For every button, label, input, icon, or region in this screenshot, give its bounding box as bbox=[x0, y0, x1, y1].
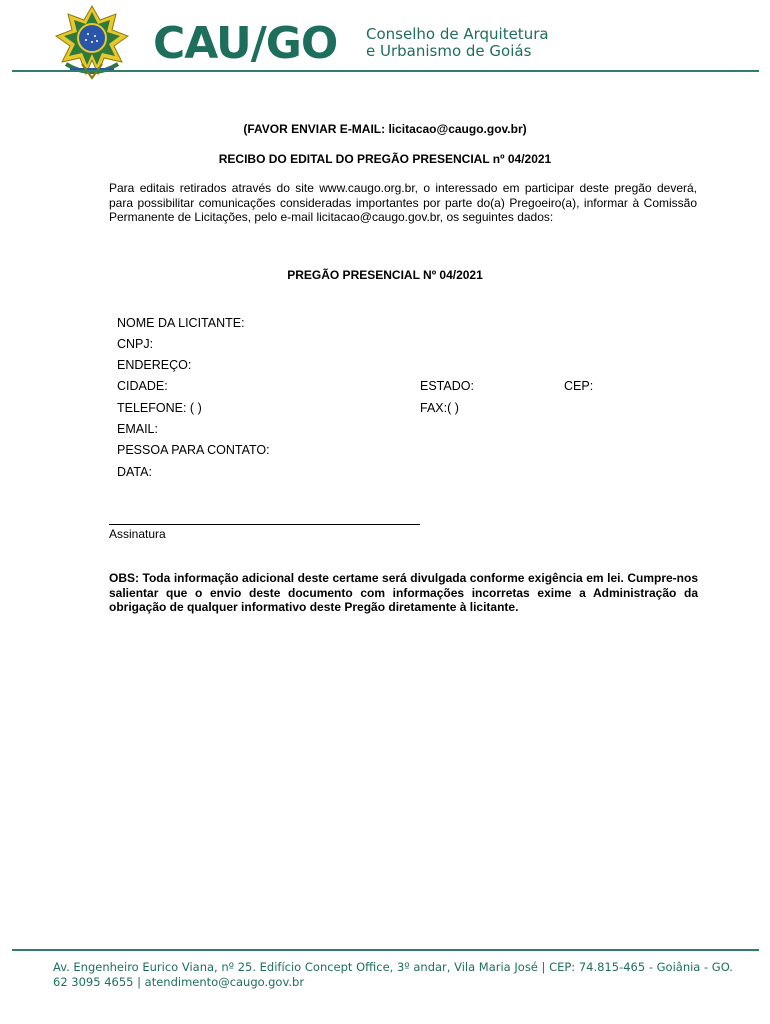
signature-line bbox=[109, 524, 420, 525]
header-divider bbox=[12, 70, 759, 72]
field-fax: FAX:( ) bbox=[420, 401, 459, 415]
field-nome-licitante: NOME DA LICITANTE: bbox=[117, 316, 245, 330]
field-data: DATA: bbox=[117, 465, 152, 479]
receipt-title: RECIBO DO EDITAL DO PREGÃO PRESENCIAL nº 04/2021 bbox=[218, 152, 552, 166]
field-telefone: TELEFONE: ( ) bbox=[117, 401, 202, 415]
brand-name: CAU/GO bbox=[153, 18, 338, 69]
brand-subtitle-line1: Conselho de Arquitetura bbox=[366, 25, 549, 43]
obs-note: OBS: Toda informação adicional deste certame será divulgada conforme exigência em lei. Cumpre-nos salientar que o envio deste documento com informações incorretas exime a Administração da obrigação de qualquer informativo deste Pregão diretamente à licitante. bbox=[109, 571, 698, 614]
brazil-coat-of-arms-icon bbox=[52, 4, 132, 80]
footer-contact: 62 3095 4655 | atendimento@caugo.gov.br bbox=[53, 975, 305, 989]
field-cnpj: CNPJ: bbox=[117, 337, 154, 351]
brand-subtitle bbox=[366, 26, 549, 60]
field-email: EMAIL: bbox=[117, 422, 158, 436]
field-endereco: ENDEREÇO: bbox=[117, 358, 192, 372]
section-title: PREGÃO PRESENCIAL Nº 04/2021 bbox=[287, 268, 483, 282]
footer-address: Av. Engenheiro Eurico Viana, nº 25. Edifício Concept Office, 3º andar, Vila Maria José | CEP: 74.815-465 - Goiânia - GO. bbox=[53, 960, 733, 974]
footer-divider bbox=[12, 949, 759, 951]
signature-label: Assinatura bbox=[109, 527, 166, 541]
field-cidade: CIDADE: bbox=[117, 379, 168, 393]
field-pessoa-contato: PESSOA PARA CONTATO: bbox=[117, 443, 270, 457]
field-cep: CEP: bbox=[564, 379, 594, 393]
letterhead bbox=[0, 0, 770, 85]
field-estado: ESTADO: bbox=[420, 379, 474, 393]
intro-paragraph: Para editais retirados através do site www.caugo.org.br, o interessado em participar deste pregão deverá, para possibilitar comunicações consideradas importantes por parte do(a) Pregoeiro(a), informar à Comissão Permanente de Licitações, pelo e-mail licitacao@caugo.gov.br, os seguintes dados: bbox=[109, 181, 697, 224]
email-instruction: (FAVOR ENVIAR E-MAIL: licitacao@caugo.gov.br) bbox=[243, 122, 527, 136]
brand-subtitle-line2: e Urbanismo de Goiás bbox=[366, 42, 532, 60]
